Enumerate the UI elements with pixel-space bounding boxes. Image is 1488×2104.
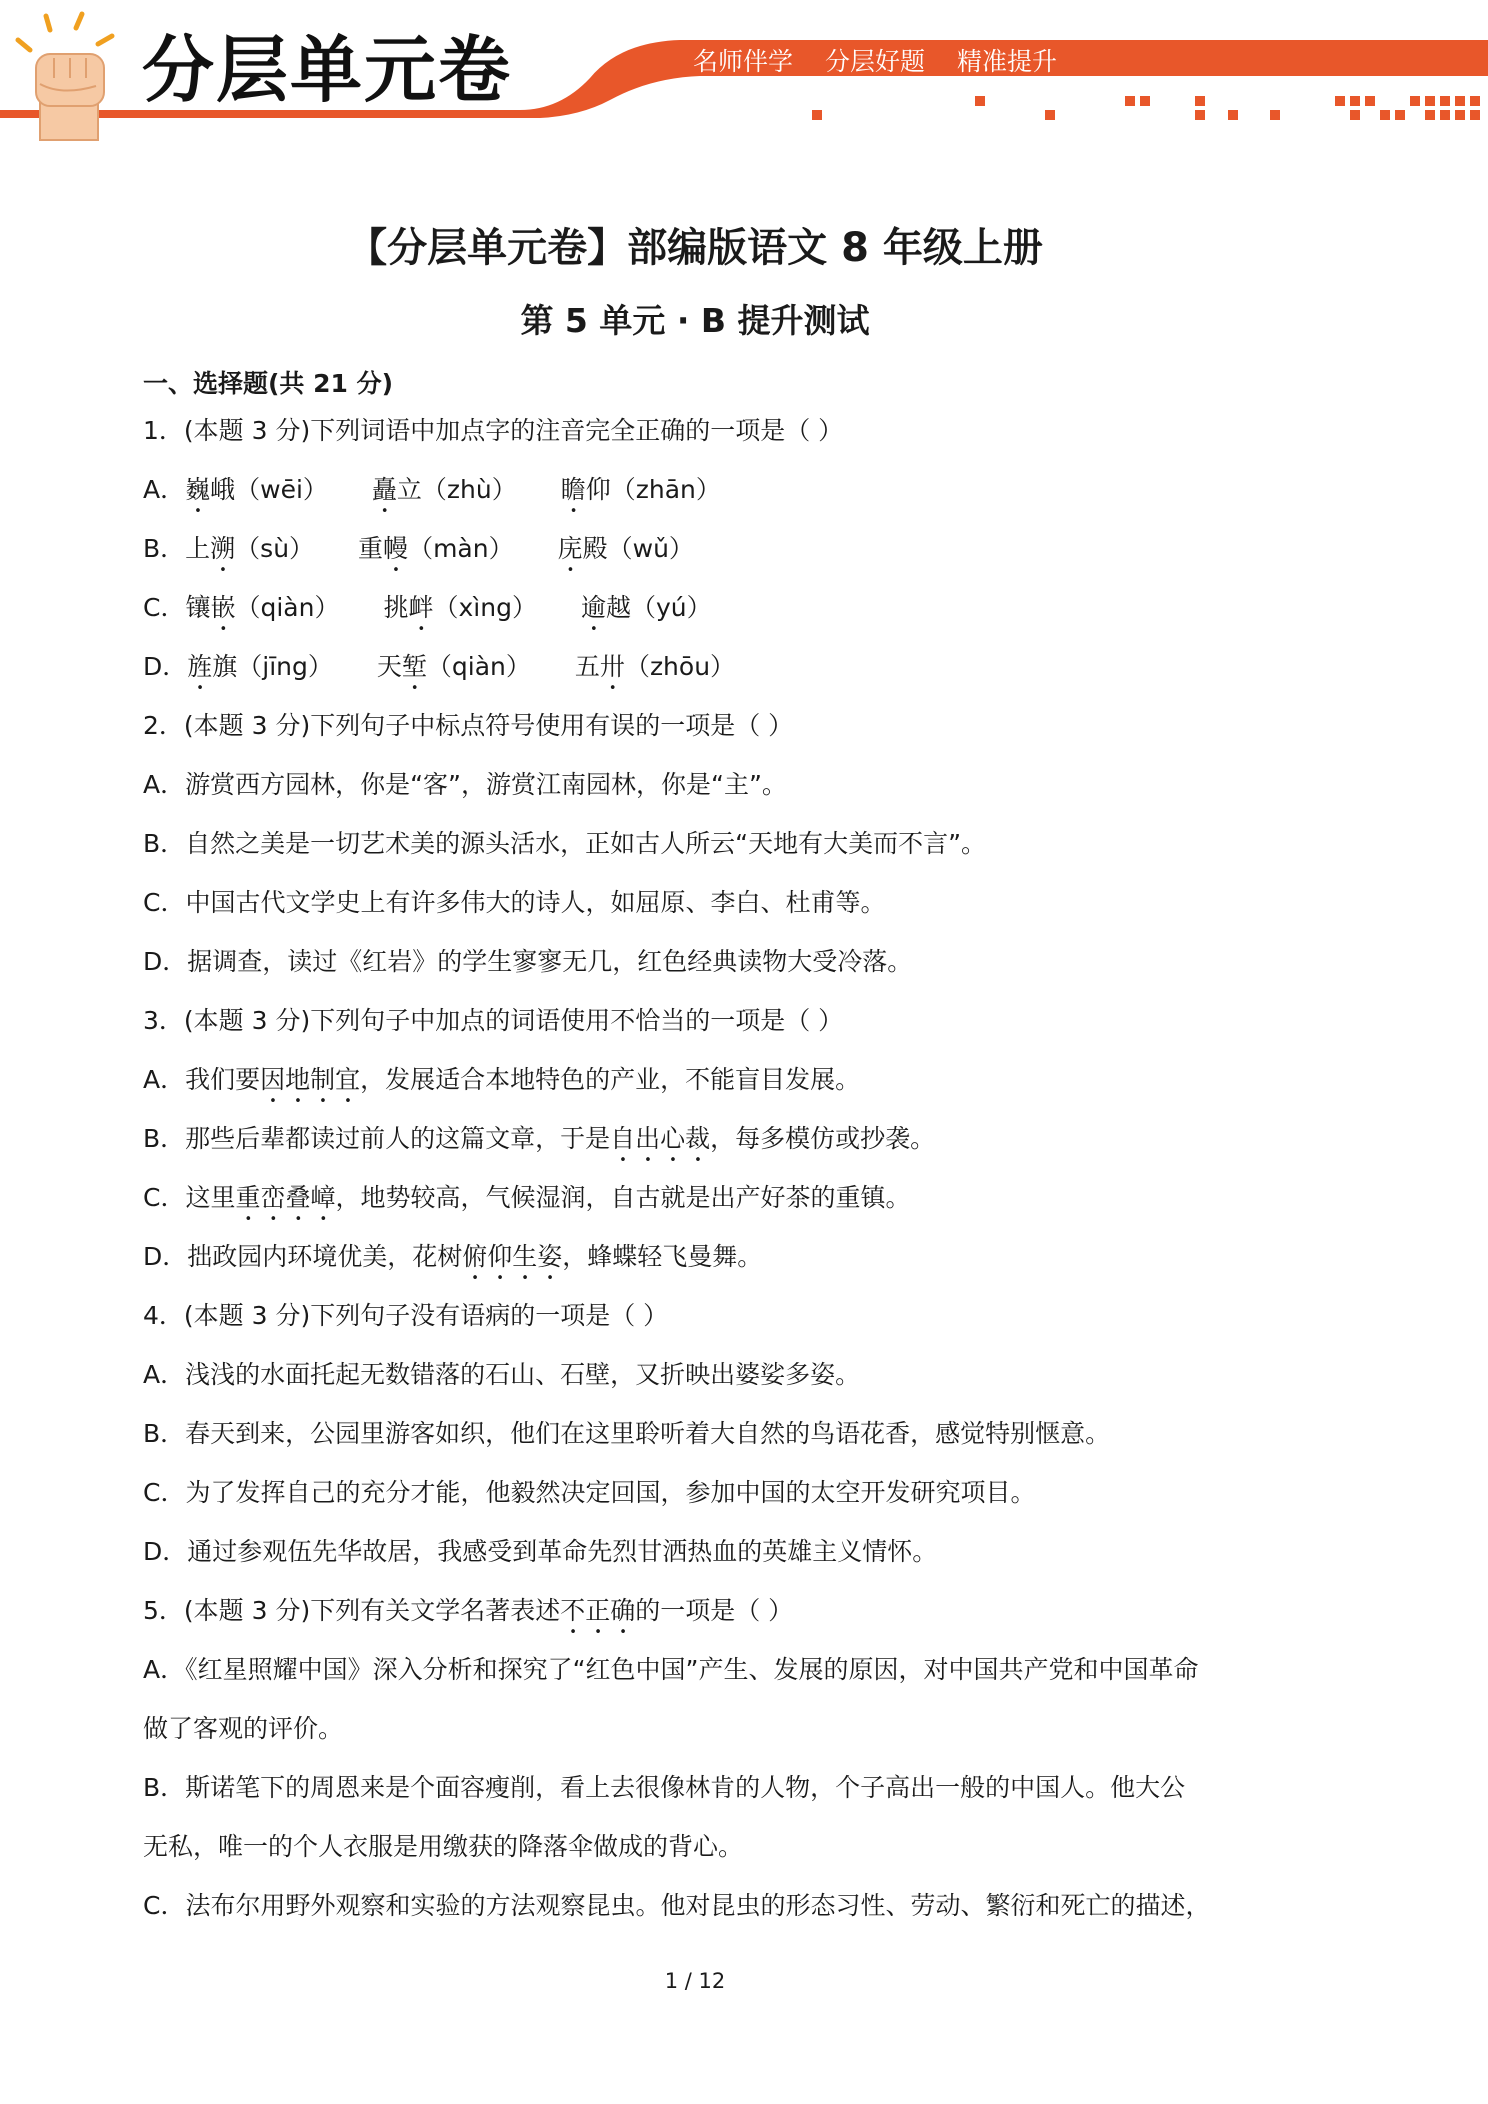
slogan-3: 精准提升 [956,47,1057,76]
question-1-option-a [143,471,1263,508]
question-4-option-d: D．通过参观伍先华故居，我感受到革命先烈甘洒热血的英雄主义情怀。 [143,1537,938,1566]
question-3-option-a: A．我们要因地制宜，发展适合本地特色的产业，不能盲目发展。 [143,1065,861,1094]
option-pair: 重幔（màn） [358,534,514,563]
option-pair: A．巍峨（wēi） [143,475,328,504]
document-title: 【分层单元卷】部编版语文 8 年级上册 [347,225,1043,271]
question-5-option-b-line1: B．斯诺笔下的周恩来是个面容瘦削，看上去很像林肯的人物，个子高出一般的中国人。他大公 [143,1773,1186,1802]
question-3-stem: 3．(本题 3 分)下列句子中加点的词语使用不恰当的一项是（ ） [143,1006,844,1035]
question-1-option-d [143,648,1263,685]
question-5-option-a-line1: A．《红星照耀中国》深入分析和探究了“红色中国”产生、发展的原因，对中国共产党和中国革命 [143,1655,1199,1684]
question-2-option-a: A．游赏西方园林，你是“客”，游赏江南园林，你是“主”。 [143,770,787,799]
option-pair: 天堑（qiàn） [376,652,531,681]
option-pair: 庑殿（wǔ） [557,534,694,563]
question-4-option-b: B．春天到来，公园里游客如织，他们在这里聆听着大自然的鸟语花香，感觉特别惬意。 [143,1419,1111,1448]
question-content [143,412,1263,1924]
slogan-2: 分层好题 [824,47,925,76]
pixel-squares-decoration [812,96,1480,120]
fist-logo-icon [18,14,112,140]
question-4-stem: 4．(本题 3 分)下列句子没有语病的一项是（ ） [143,1301,669,1330]
option-pair: 挑衅（xìng） [383,593,537,622]
document-subtitle: 第 5 单元 · B 提升测试 [520,301,870,340]
question-4-option-c: C．为了发挥自己的充分才能，他毅然决定回国，参加中国的太空开发研究项目。 [143,1478,1036,1507]
option-pair: B．上溯（sù） [143,534,315,563]
question-1-stem: 1．(本题 3 分)下列词语中加点字的注音完全正确的一项是（ ） [143,416,844,445]
option-pair: 矗立（zhù） [371,475,517,504]
brand-title: 分层单元卷 [142,28,513,112]
question-2-option-d: D．据调查，读过《红岩》的学生寥寥无几，红色经典读物大受冷落。 [143,947,913,976]
question-5-option-c-line1: C．法布尔用野外观察和实验的方法观察昆虫。他对昆虫的形态习性、劳动、繁衍和死亡的描述， [143,1891,1211,1920]
option-pair: D．旌旗（jīng） [143,652,333,681]
question-2-stem: 2．(本题 3 分)下列句子中标点符号使用有误的一项是（ ） [143,711,794,740]
slogan-1: 名师伴学 [693,47,794,76]
question-5-option-b-line2: 无私，唯一的个人衣服是用缴获的降落伞做成的背心。 [143,1832,744,1861]
option-pair: 五卅（zhōu） [574,652,736,681]
option-pair: 瞻仰（zhān） [560,475,721,504]
question-3-option-c: C．这里重峦叠嶂，地势较高，气候湿润，自古就是出产好茶的重镇。 [143,1183,911,1212]
question-1-option-b [143,530,1263,567]
header-banner [0,0,1488,150]
question-3-option-d: D．拙政园内环境优美，花树俯仰生姿，蜂蝶轻飞曼舞。 [143,1242,763,1271]
question-4-option-a: A．浅浅的水面托起无数错落的石山、石壁，又折映出婆娑多姿。 [143,1360,861,1389]
section-heading: 一、选择题(共 21 分) [143,369,394,398]
option-pair: C．镶嵌（qiàn） [143,593,340,622]
question-1-option-c [143,589,1263,626]
question-2-option-b: B．自然之美是一切艺术美的源头活水，正如古人所云“天地有大美而不言”。 [143,829,987,858]
question-3-option-b: B．那些后辈都读过前人的这篇文章，于是自出心裁，每多模仿或抄袭。 [143,1124,936,1153]
page-number: 1 / 12 [664,1969,726,1993]
question-5-stem: 5．(本题 3 分)下列有关文学名著表述不正确的一项是（ ） [143,1596,794,1625]
slogan-bar [693,42,1081,82]
question-5-option-a-line2: 做了客观的评价。 [143,1714,344,1743]
question-2-option-c: C．中国古代文学史上有许多伟大的诗人，如屈原、李白、杜甫等。 [143,888,886,917]
option-pair: 逾越（yú） [580,593,712,622]
